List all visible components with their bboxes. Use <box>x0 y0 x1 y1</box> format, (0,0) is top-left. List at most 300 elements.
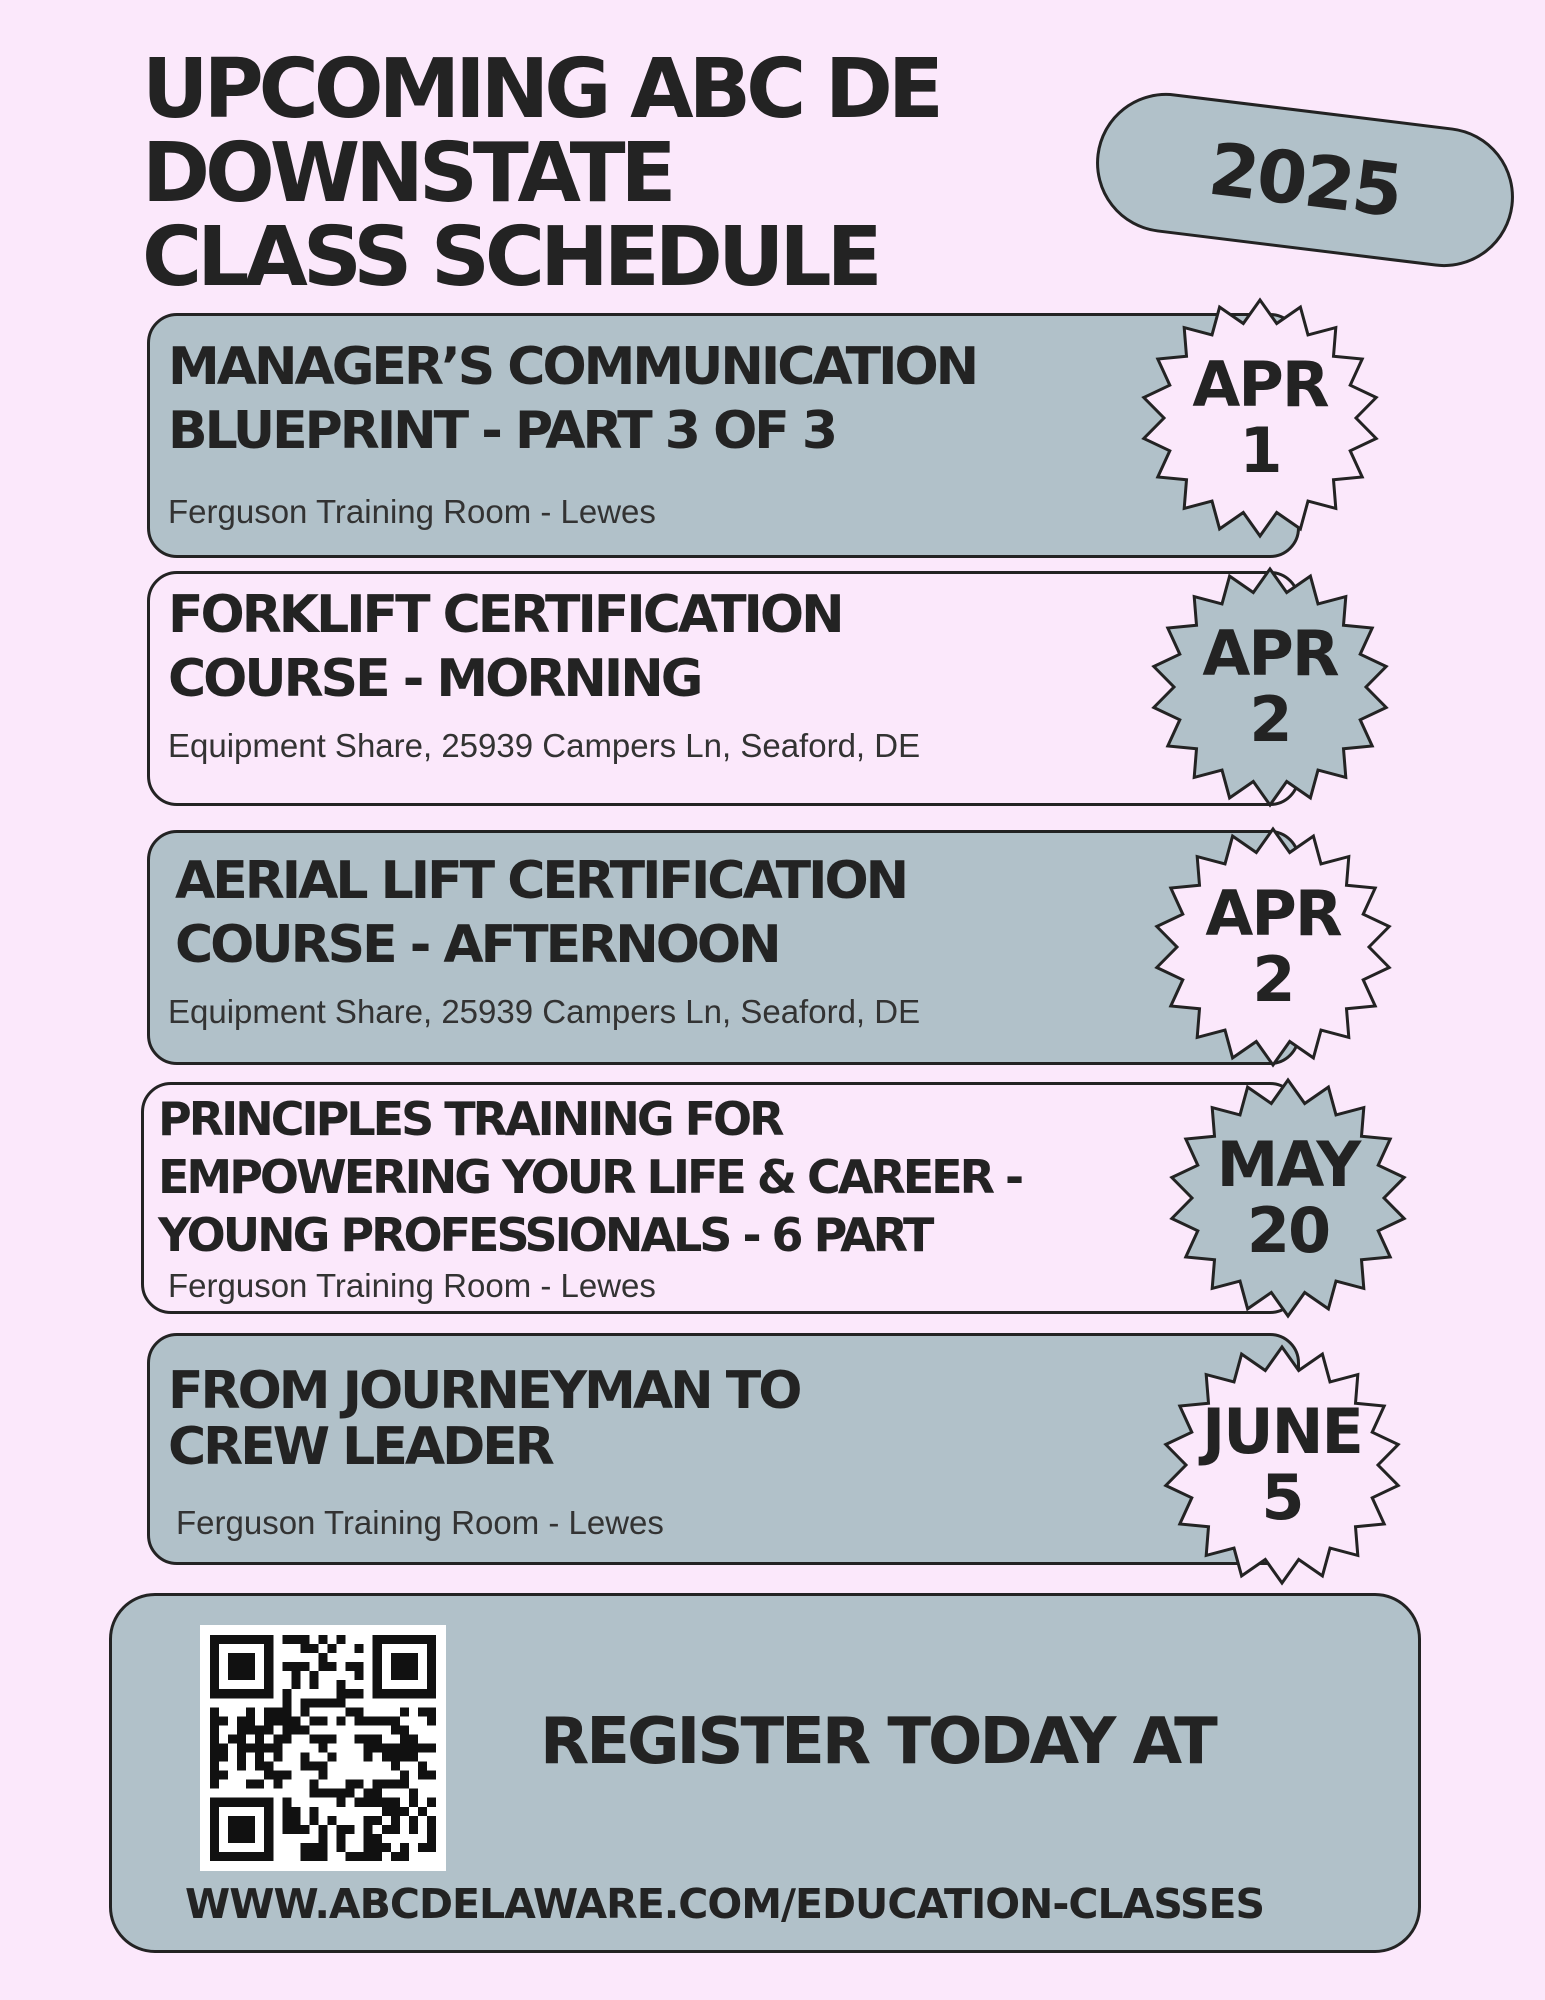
event-location: Ferguson Training Room - Lewes <box>168 1267 656 1304</box>
qr-module <box>418 1807 427 1816</box>
qr-module <box>210 1807 219 1816</box>
qr-module <box>246 1825 255 1834</box>
qr-module <box>246 1716 255 1725</box>
qr-module <box>318 1734 327 1743</box>
qr-module <box>382 1807 391 1816</box>
qr-module <box>427 1662 436 1671</box>
page-title-line: DOWNSTATE <box>142 126 672 221</box>
qr-module <box>246 1834 255 1843</box>
qr-module <box>237 1825 246 1834</box>
qr-module <box>355 1689 364 1698</box>
qr-module <box>364 1789 373 1798</box>
qr-module <box>300 1644 309 1653</box>
event-title-line: COURSE - AFTERNOON <box>175 915 779 975</box>
qr-module <box>346 1689 355 1698</box>
qr-module <box>427 1771 436 1780</box>
qr-module <box>255 1852 264 1861</box>
qr-module <box>427 1644 436 1653</box>
qr-module <box>364 1825 373 1834</box>
qr-module <box>300 1762 309 1771</box>
qr-module <box>237 1671 246 1680</box>
qr-module <box>210 1725 219 1734</box>
date-day: 5 <box>1261 1461 1303 1534</box>
qr-module <box>400 1780 409 1789</box>
qr-module <box>228 1689 237 1698</box>
qr-module <box>364 1716 373 1725</box>
qr-module <box>409 1734 418 1743</box>
qr-module <box>264 1771 273 1780</box>
qr-module <box>237 1798 246 1807</box>
qr-module <box>228 1734 237 1743</box>
qr-module <box>237 1762 246 1771</box>
qr-module <box>418 1743 427 1752</box>
qr-module <box>237 1743 246 1752</box>
qr-module <box>255 1753 264 1762</box>
qr-module <box>373 1843 382 1852</box>
qr-module <box>228 1825 237 1834</box>
qr-module <box>409 1753 418 1762</box>
qr-module <box>373 1780 382 1789</box>
qr-module <box>382 1825 391 1834</box>
qr-module <box>264 1843 273 1852</box>
qr-module <box>382 1753 391 1762</box>
event-title-line: YOUNG PROFESSIONALS - 6 PART <box>158 1208 932 1262</box>
qr-module <box>355 1852 364 1861</box>
qr-module <box>382 1716 391 1725</box>
qr-module <box>264 1662 273 1671</box>
qr-module <box>400 1662 409 1671</box>
qr-module <box>255 1798 264 1807</box>
qr-module <box>309 1680 318 1689</box>
qr-module <box>210 1734 219 1743</box>
qr-module <box>309 1698 318 1707</box>
qr-module <box>282 1698 291 1707</box>
qr-module <box>219 1852 228 1861</box>
qr-module <box>264 1653 273 1662</box>
qr-module <box>427 1707 436 1716</box>
qr-module <box>337 1716 346 1725</box>
qr-module <box>409 1825 418 1834</box>
year-badge <box>1088 85 1522 275</box>
qr-module <box>300 1725 309 1734</box>
date-day: 2 <box>1249 683 1291 756</box>
qr-module <box>282 1734 291 1743</box>
qr-module <box>219 1743 228 1752</box>
qr-module <box>328 1734 337 1743</box>
qr-module <box>391 1689 400 1698</box>
qr-module <box>282 1816 291 1825</box>
event-title <box>168 335 976 463</box>
qr-module <box>355 1707 364 1716</box>
qr-module <box>237 1716 246 1725</box>
qr-module <box>318 1698 327 1707</box>
qr-module <box>337 1798 346 1807</box>
qr-module <box>237 1635 246 1644</box>
page-title-line: CLASS SCHEDULE <box>142 210 878 305</box>
qr-module <box>264 1807 273 1816</box>
qr-module <box>210 1771 219 1780</box>
qr-module <box>373 1789 382 1798</box>
qr-module <box>391 1852 400 1861</box>
qr-module <box>282 1798 291 1807</box>
qr-module <box>282 1662 291 1671</box>
qr-module <box>391 1807 400 1816</box>
qr-module <box>210 1707 219 1716</box>
date-day: 1 <box>1239 414 1281 487</box>
qr-module <box>409 1662 418 1671</box>
qr-module <box>418 1707 427 1716</box>
qr-module <box>237 1834 246 1843</box>
qr-module <box>264 1762 273 1771</box>
qr-module <box>409 1816 418 1825</box>
qr-module <box>300 1698 309 1707</box>
qr-module <box>409 1743 418 1752</box>
qr-module <box>409 1671 418 1680</box>
qr-module <box>300 1662 309 1671</box>
qr-module <box>210 1716 219 1725</box>
qr-module <box>391 1635 400 1644</box>
qr-module <box>210 1680 219 1689</box>
qr-module <box>291 1635 300 1644</box>
qr-module <box>427 1635 436 1644</box>
qr-module <box>255 1762 264 1771</box>
qr-module <box>237 1816 246 1825</box>
qr-module <box>219 1771 228 1780</box>
qr-module <box>210 1653 219 1662</box>
qr-module <box>328 1698 337 1707</box>
qr-module <box>210 1644 219 1653</box>
qr-module <box>246 1635 255 1644</box>
qr-module <box>346 1780 355 1789</box>
qr-module <box>427 1816 436 1825</box>
qr-module <box>255 1689 264 1698</box>
page-title-line: UPCOMING ABC DE <box>142 42 939 137</box>
qr-module <box>291 1716 300 1725</box>
qr-module <box>355 1662 364 1671</box>
qr-module <box>246 1662 255 1671</box>
qr-module <box>273 1707 282 1716</box>
qr-module <box>318 1843 327 1852</box>
qr-module <box>228 1816 237 1825</box>
qr-module <box>427 1743 436 1752</box>
qr-module <box>291 1816 300 1825</box>
event-location: Ferguson Training Room - Lewes <box>176 1504 664 1541</box>
qr-module <box>373 1689 382 1698</box>
date-month: APR <box>1205 877 1341 950</box>
qr-module <box>391 1753 400 1762</box>
qr-module <box>364 1734 373 1743</box>
qr-module <box>382 1635 391 1644</box>
qr-module <box>337 1680 346 1689</box>
qr-module <box>400 1653 409 1662</box>
qr-module <box>427 1843 436 1852</box>
qr-module <box>291 1725 300 1734</box>
event-title-line: FROM JOURNEYMAN TO <box>168 1361 800 1421</box>
qr-module <box>364 1834 373 1843</box>
qr-module <box>273 1771 282 1780</box>
qr-module <box>346 1852 355 1861</box>
qr-module <box>373 1644 382 1653</box>
qr-module <box>291 1662 300 1671</box>
qr-module <box>309 1807 318 1816</box>
qr-module <box>300 1753 309 1762</box>
qr-module <box>400 1635 409 1644</box>
qr-module <box>427 1798 436 1807</box>
qr-module <box>300 1825 309 1834</box>
date-day: 2 <box>1252 943 1294 1016</box>
qr-module <box>210 1798 219 1807</box>
qr-module <box>219 1753 228 1762</box>
qr-module <box>282 1807 291 1816</box>
qr-module <box>318 1771 327 1780</box>
qr-module <box>282 1825 291 1834</box>
qr-module <box>418 1689 427 1698</box>
qr-module <box>219 1716 228 1725</box>
qr-module <box>400 1671 409 1680</box>
qr-module <box>246 1725 255 1734</box>
qr-module <box>328 1644 337 1653</box>
qr-module <box>300 1852 309 1861</box>
qr-module <box>264 1680 273 1689</box>
qr-module <box>373 1716 382 1725</box>
qr-module <box>273 1753 282 1762</box>
qr-module <box>373 1662 382 1671</box>
qr-module <box>246 1689 255 1698</box>
qr-module <box>228 1834 237 1843</box>
register-url-link[interactable]: WWW.ABCDELAWARE.COM/EDUCATION-CLASSES <box>185 1880 1265 1928</box>
qr-module <box>282 1725 291 1734</box>
qr-module <box>382 1780 391 1789</box>
qr-module <box>255 1725 264 1734</box>
qr-module <box>346 1707 355 1716</box>
qr-module <box>427 1653 436 1662</box>
date-day: 20 <box>1246 1194 1330 1267</box>
qr-module <box>219 1635 228 1644</box>
qr-module <box>246 1671 255 1680</box>
event-title-line: COURSE - MORNING <box>168 649 701 709</box>
event-title <box>168 1363 799 1475</box>
qr-module <box>264 1825 273 1834</box>
qr-module <box>246 1707 255 1716</box>
qr-module <box>373 1680 382 1689</box>
qr-module <box>364 1743 373 1752</box>
qr-module <box>228 1798 237 1807</box>
qr-module <box>264 1689 273 1698</box>
qr-module <box>210 1743 219 1752</box>
qr-module <box>264 1834 273 1843</box>
qr-module <box>427 1680 436 1689</box>
qr-module <box>346 1662 355 1671</box>
qr-module <box>364 1816 373 1825</box>
qr-module <box>400 1734 409 1743</box>
qr-module <box>391 1780 400 1789</box>
qr-module <box>355 1780 364 1789</box>
qr-module <box>264 1798 273 1807</box>
qr-module <box>373 1671 382 1680</box>
qr-module <box>291 1825 300 1834</box>
qr-module <box>246 1816 255 1825</box>
event-title-line: MANAGER’S COMMUNICATION <box>168 337 977 397</box>
qr-module <box>309 1734 318 1743</box>
qr-module <box>337 1635 346 1644</box>
qr-module <box>309 1762 318 1771</box>
qr-module <box>282 1771 291 1780</box>
qr-module <box>400 1771 409 1780</box>
date-month: APR <box>1192 348 1328 421</box>
qr-module <box>373 1834 382 1843</box>
qr-module <box>237 1725 246 1734</box>
qr-module <box>409 1689 418 1698</box>
qr-module <box>210 1671 219 1680</box>
qr-module <box>355 1798 364 1807</box>
qr-module <box>264 1644 273 1653</box>
qr-module <box>337 1698 346 1707</box>
qr-module <box>273 1743 282 1752</box>
qr-module <box>282 1689 291 1698</box>
qr-module <box>300 1843 309 1852</box>
qr-module <box>273 1716 282 1725</box>
qr-module <box>427 1689 436 1698</box>
qr-module <box>400 1743 409 1752</box>
qr-module <box>273 1780 282 1789</box>
qr-module <box>282 1716 291 1725</box>
qr-module <box>264 1707 273 1716</box>
qr-module <box>318 1789 327 1798</box>
qr-module <box>391 1798 400 1807</box>
qr-module <box>255 1734 264 1743</box>
qr-module <box>246 1653 255 1662</box>
qr-module <box>409 1635 418 1644</box>
qr-module <box>337 1689 346 1698</box>
qr-module <box>246 1743 255 1752</box>
qr-module <box>210 1753 219 1762</box>
qr-module <box>382 1843 391 1852</box>
qr-module <box>382 1798 391 1807</box>
qr-module <box>373 1734 382 1743</box>
qr-module <box>355 1671 364 1680</box>
qr-module <box>309 1716 318 1725</box>
qr-module <box>355 1716 364 1725</box>
register-label: REGISTER TODAY AT <box>540 1705 1215 1779</box>
qr-module <box>282 1635 291 1644</box>
date-badge <box>1135 293 1385 543</box>
qr-module <box>318 1852 327 1861</box>
qr-module <box>255 1780 264 1789</box>
event-location: Equipment Share, 25939 Campers Ln, Seaford, DE <box>168 993 921 1030</box>
qr-module <box>246 1852 255 1861</box>
event-title <box>168 583 842 711</box>
qr-module <box>400 1807 409 1816</box>
date-month: APR <box>1202 617 1338 690</box>
qr-module <box>309 1816 318 1825</box>
qr-module <box>255 1635 264 1644</box>
qr-module <box>237 1852 246 1861</box>
qr-module <box>309 1671 318 1680</box>
qr-module <box>300 1635 309 1644</box>
qr-module <box>228 1671 237 1680</box>
qr-module <box>328 1662 337 1671</box>
qr-module <box>382 1743 391 1752</box>
qr-module <box>427 1716 436 1725</box>
qr-module <box>373 1653 382 1662</box>
qr-module <box>427 1825 436 1834</box>
qr-module <box>364 1852 373 1861</box>
qr-module <box>418 1771 427 1780</box>
qr-module <box>427 1671 436 1680</box>
qr-module <box>309 1780 318 1789</box>
qr-module <box>364 1753 373 1762</box>
qr-module <box>228 1662 237 1671</box>
qr-module <box>328 1753 337 1762</box>
qr-module <box>391 1716 400 1725</box>
qr-code[interactable] <box>200 1625 446 1871</box>
qr-module <box>400 1725 409 1734</box>
qr-module <box>427 1834 436 1843</box>
qr-module <box>400 1852 409 1861</box>
event-title-line: BLUEPRINT - PART 3 OF 3 <box>168 401 836 461</box>
qr-module <box>237 1734 246 1743</box>
qr-module <box>318 1716 327 1725</box>
qr-module <box>309 1644 318 1653</box>
qr-module <box>318 1653 327 1662</box>
qr-module <box>373 1798 382 1807</box>
qr-module <box>282 1707 291 1716</box>
qr-module <box>237 1689 246 1698</box>
qr-module <box>318 1743 327 1752</box>
qr-module <box>291 1671 300 1680</box>
qr-module <box>391 1762 400 1771</box>
qr-module <box>210 1816 219 1825</box>
qr-module <box>210 1852 219 1861</box>
qr-module <box>237 1753 246 1762</box>
qr-code-icon <box>210 1635 436 1861</box>
qr-module <box>255 1743 264 1752</box>
qr-module <box>210 1825 219 1834</box>
qr-module <box>373 1743 382 1752</box>
qr-module <box>210 1662 219 1671</box>
qr-module <box>391 1816 400 1825</box>
event-title-line: PRINCIPLES TRAINING FOR <box>158 1092 782 1146</box>
qr-module <box>364 1798 373 1807</box>
event-title <box>175 849 906 977</box>
qr-module <box>391 1725 400 1734</box>
qr-module <box>373 1816 382 1825</box>
qr-module <box>264 1743 273 1752</box>
qr-module <box>400 1707 409 1716</box>
qr-module <box>391 1653 400 1662</box>
qr-module <box>318 1762 327 1771</box>
qr-module <box>228 1653 237 1662</box>
qr-module <box>337 1843 346 1852</box>
qr-module <box>228 1852 237 1861</box>
qr-module <box>409 1653 418 1662</box>
qr-module <box>210 1843 219 1852</box>
qr-module <box>291 1680 300 1689</box>
qr-module <box>318 1635 327 1644</box>
qr-module <box>328 1816 337 1825</box>
qr-module <box>373 1635 382 1644</box>
qr-module <box>246 1798 255 1807</box>
qr-module <box>210 1689 219 1698</box>
qr-module <box>391 1825 400 1834</box>
qr-module <box>237 1662 246 1671</box>
qr-module <box>400 1843 409 1852</box>
qr-module <box>418 1762 427 1771</box>
qr-module <box>355 1644 364 1653</box>
qr-module <box>391 1662 400 1671</box>
date-badge <box>1145 562 1395 812</box>
qr-module <box>291 1807 300 1816</box>
